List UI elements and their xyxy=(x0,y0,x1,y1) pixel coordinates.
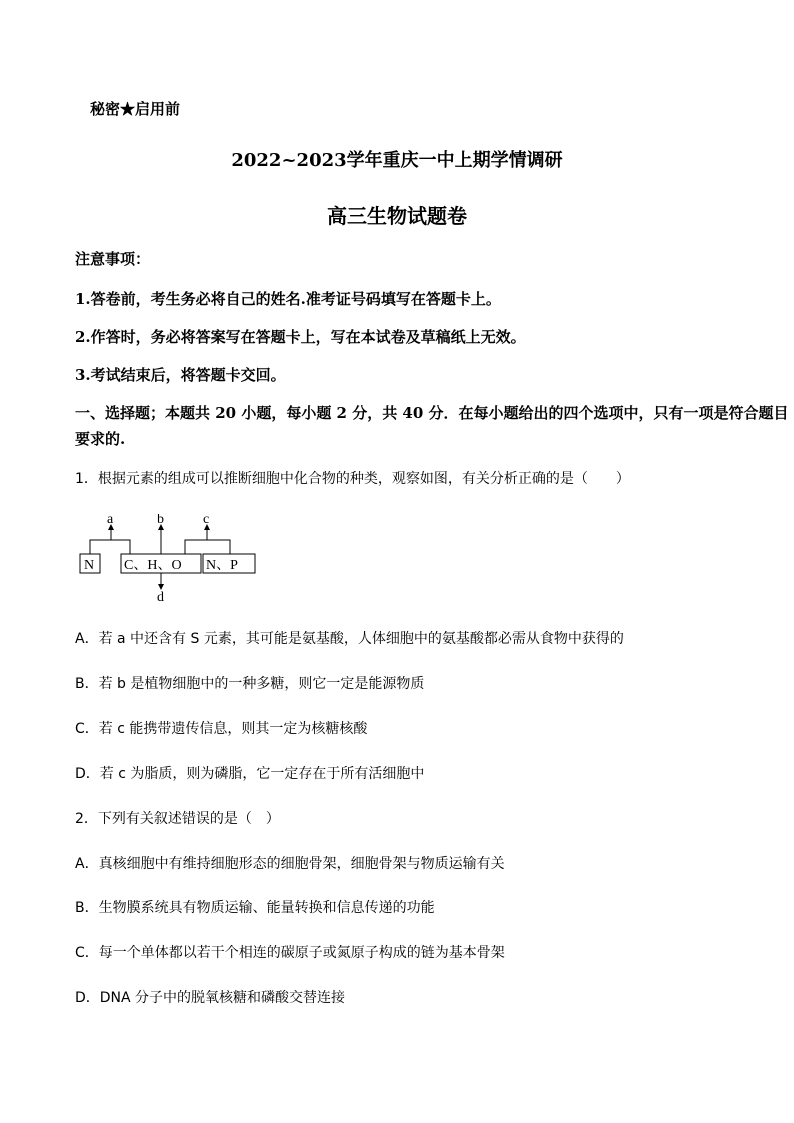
label-d: d xyxy=(157,590,164,604)
question-1-stem: 1．根据元素的组成可以推断细胞中化合物的种类，观察如图，有关分析正确的是（ ） xyxy=(75,471,630,487)
label-a: a xyxy=(107,514,114,527)
box-np-label: N、P xyxy=(206,558,238,573)
box-n-label: N xyxy=(84,558,95,573)
notice-item-3: 3.考试结束后，将答题卡交回。 xyxy=(75,366,286,384)
question-1-option-d: D．若 c 为脂质，则为磷脂，它一定存在于所有活细胞中 xyxy=(75,766,425,782)
label-c: c xyxy=(203,514,210,527)
question-2-option-a: A．真核细胞中有维持细胞形态的细胞骨架，细胞骨架与物质运输有关 xyxy=(75,856,505,872)
question-2-option-b: B．生物膜系统具有物质运输、能量转换和信息传递的功能 xyxy=(75,900,435,916)
question-1-option-c: C．若 c 能携带遗传信息，则其一定为核糖核酸 xyxy=(75,721,368,737)
notice-item-1: 1.答卷前，考生务必将自己的姓名.准考证号码填写在答题卡上。 xyxy=(75,290,501,308)
question-2-stem: 2．下列有关叙述错误的是（ ） xyxy=(75,811,280,827)
notice-item-2: 2.作答时，务必将答案写在答题卡上，写在本试卷及草稿纸上无效。 xyxy=(75,328,526,346)
question-2-option-d: D．DNA 分子中的脱氧核糖和磷酸交替连接 xyxy=(75,990,346,1006)
confidential-mark: 秘密★启用前 xyxy=(90,100,181,118)
label-b: b xyxy=(157,514,164,527)
question-1-option-b: B．若 b 是植物细胞中的一种多糖，则它一定是能源物质 xyxy=(75,676,425,692)
exam-subtitle: 高三生物试题卷 xyxy=(327,204,467,228)
question-1-option-a: A．若 a 中还含有 S 元素，其可能是氨基酸，人体细胞中的氨基酸都必需从食物中获得的 xyxy=(75,631,624,647)
question-2-option-c: C．每一个单体都以若干个相连的碳原子或氮原子构成的链为基本骨架 xyxy=(75,945,505,961)
element-composition-diagram xyxy=(75,514,275,604)
box-cho-label: C、H、O xyxy=(124,558,182,573)
exam-title: 2022~2023学年重庆一中上期学情调研 xyxy=(231,150,563,171)
notice-heading: 注意事项： xyxy=(75,250,151,268)
section-instructions-line1: 一、选择题；本题共 20 小题，每小题 2 分，共 40 分．在每小题给出的四个选项中，只有一项是符合题目 xyxy=(75,404,789,422)
section-instructions-line2: 要求的. xyxy=(75,430,126,448)
